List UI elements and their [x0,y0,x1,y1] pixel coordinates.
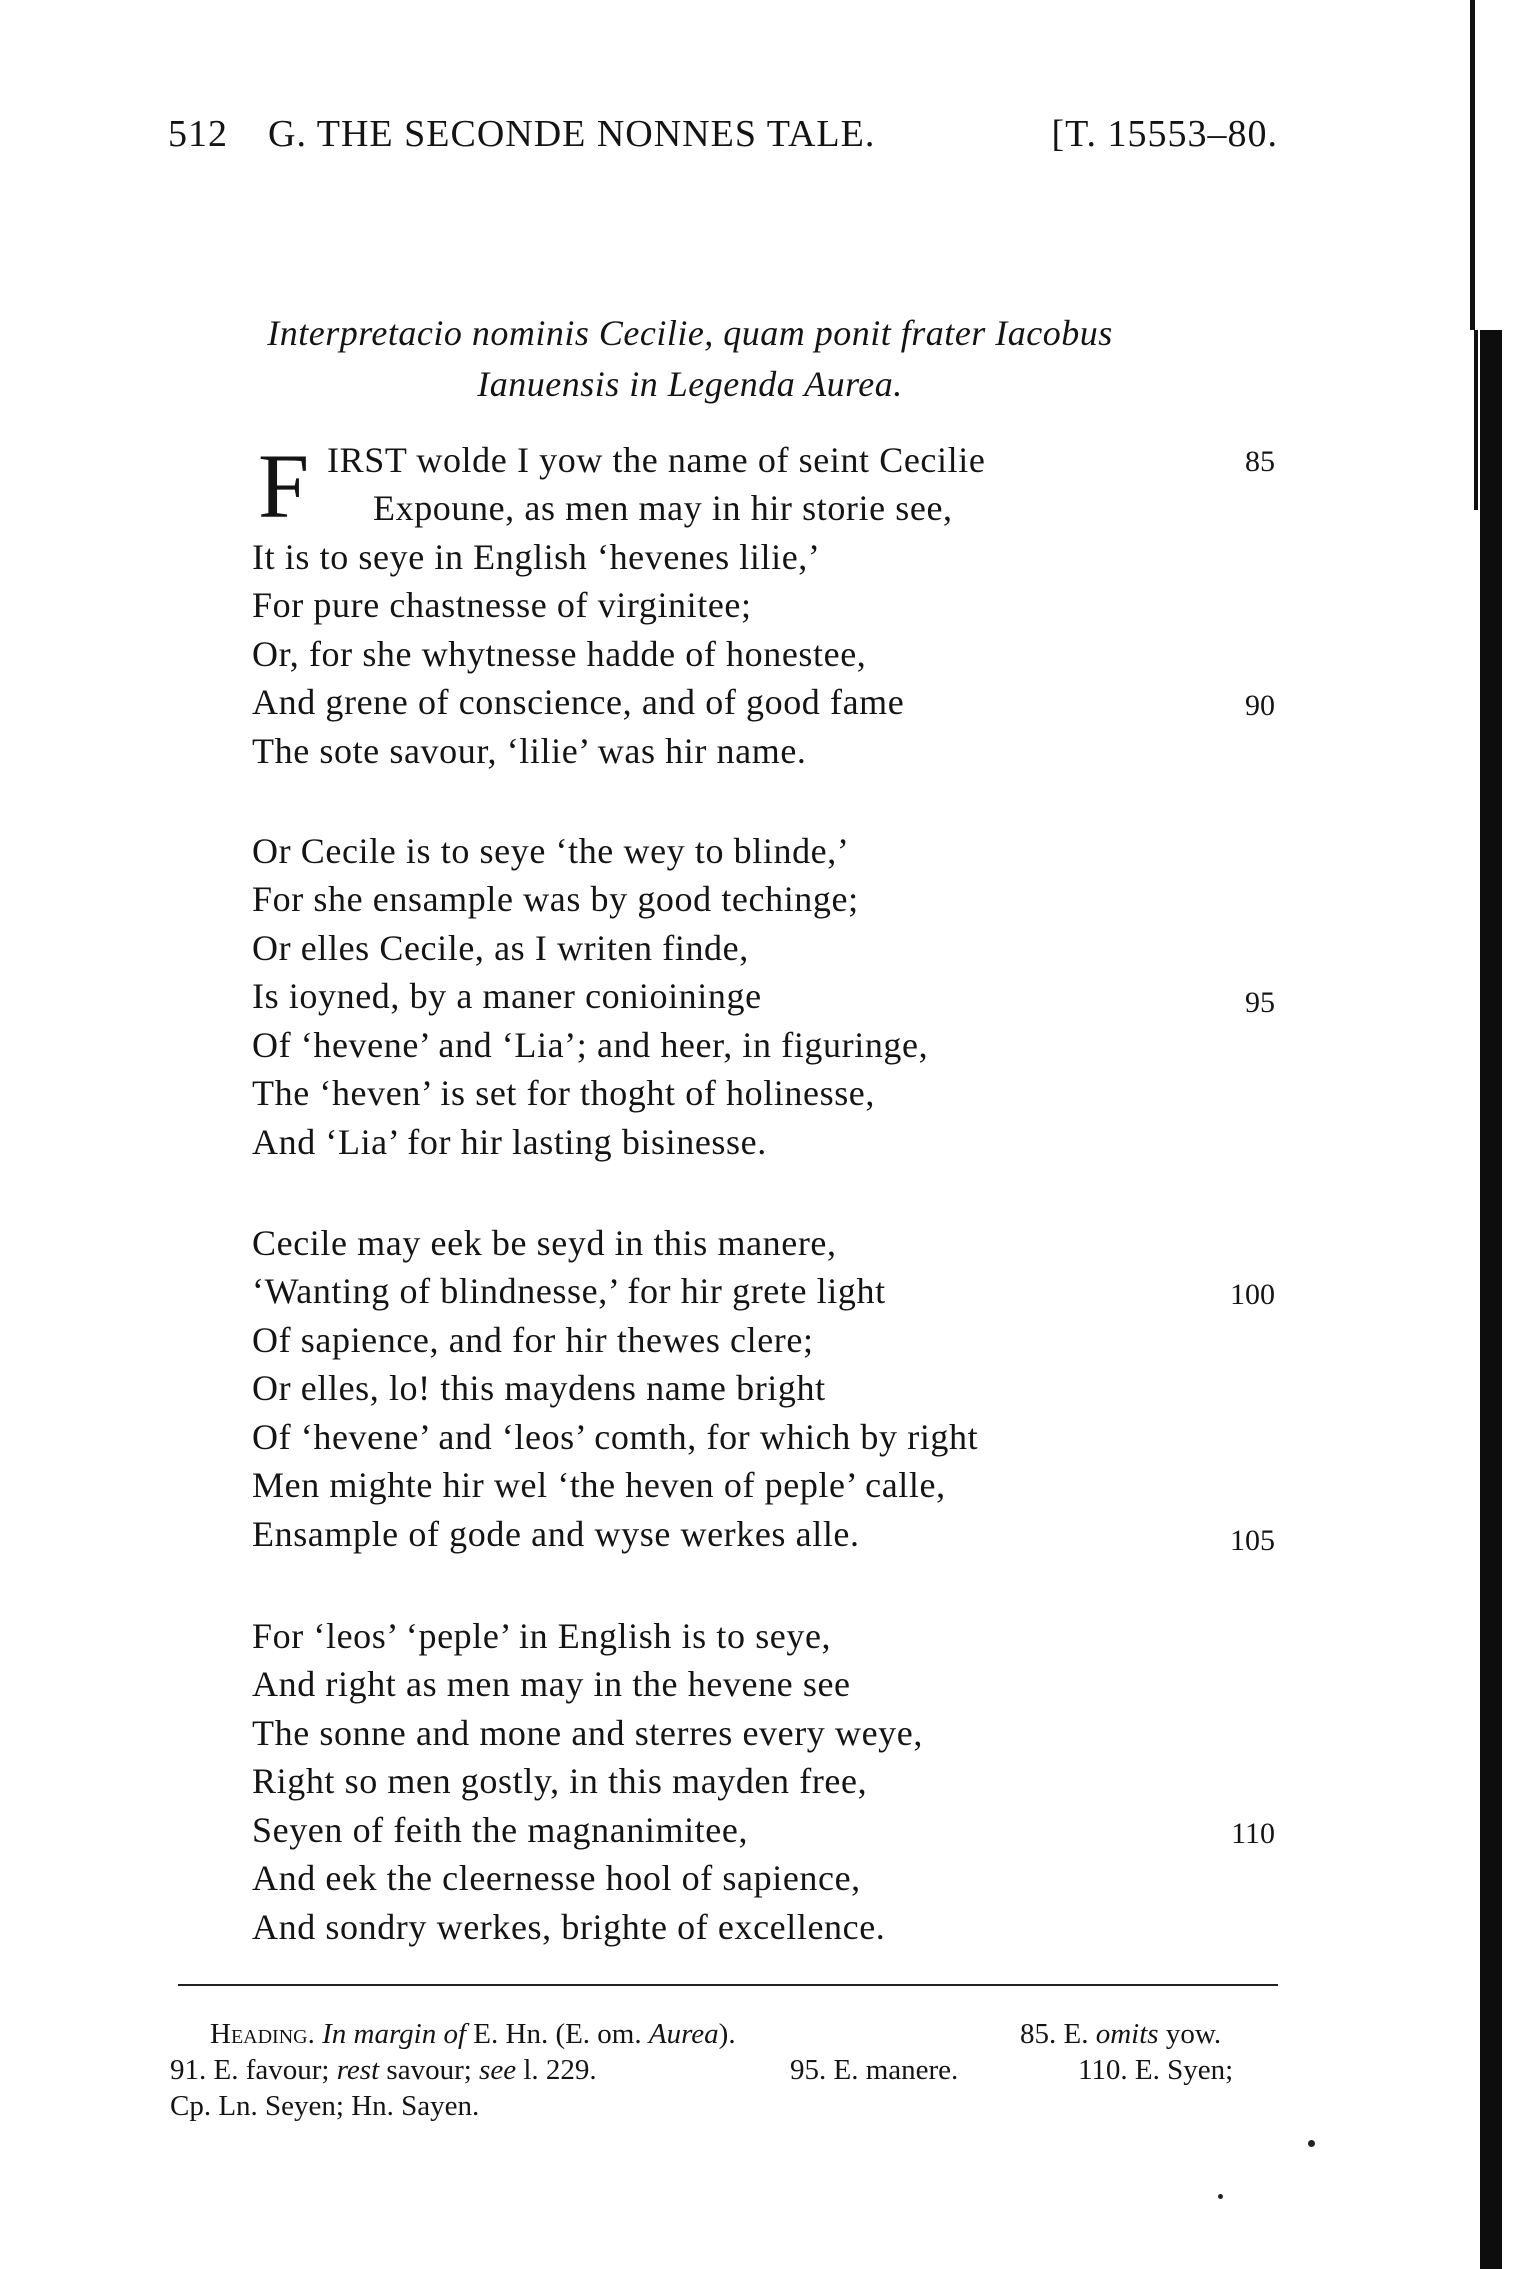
footnote-85-num: 85. E. [1020,2018,1089,2050]
line-number: 85 [1245,445,1275,478]
verse-line: Or Cecile is to seye ‘the wey to blinde,’ [252,831,850,871]
footnote-91-see: see [479,2054,517,2086]
footnote-85-word: yow. [1165,2018,1222,2050]
scan-speck [1308,2140,1315,2147]
verse-line: Cecile may eek be seyd in this manere, [252,1223,837,1263]
verse-line: Men mighte hir wel ‘the heven of peple’ calle, [252,1465,946,1505]
verse-line: Of ‘hevene’ and ‘leos’ comth, for which by right [252,1417,979,1457]
footnote-91-b: savour; [386,2054,472,2086]
line-range: [T. 15553–80. [1051,113,1278,155]
scan-edge-shadow [1480,330,1502,2269]
footnote-heading-close: ). [718,2018,736,2050]
drop-cap: F [258,435,310,537]
verse-line: The sote savour, ‘lilie’ was hir name. [252,731,807,771]
verse-line: And ‘Lia’ for hir lasting bisinesse. [252,1122,767,1162]
verse-line: Is ioyned, by a maner conioininge [252,976,762,1016]
footnote-95: 95. E. manere. [790,2054,959,2086]
footnote-heading-label: Heading. [210,2018,315,2050]
section-heading-line-1: Interpretacio nominis Cecilie, quam ponit frater Iacobus [267,313,1113,353]
line-number: 110 [1231,1817,1275,1850]
footnote-91-c: l. 229. [523,2054,597,2086]
verse-line: It is to seye in English ‘hevenes lilie,’ [252,537,821,577]
verse-line: And grene of conscience, and of good fame [252,682,905,722]
verse-line: Expoune, as men may in hir storie see, [373,488,953,528]
verse-line: For pure chastnesse of virginitee; [252,585,752,625]
footnote-91-rest: rest [336,2054,380,2086]
line-number: 90 [1245,689,1275,722]
scan-edge-shadow [1470,0,1475,330]
running-header [168,112,1278,162]
footnote-91-a: 91. E. favour; [170,2054,330,2086]
verse-line: And sondry werkes, brighte of excellence. [252,1907,886,1947]
verse-line: For she ensample was by good techinge; [252,879,859,919]
footnote-85-omits: omits [1095,2018,1159,2050]
footnote-aurea: Aurea [648,2018,719,2050]
verse-line: Or elles, lo! this maydens name bright [252,1368,826,1408]
footnote-110: 110. E. Syen; [1078,2054,1234,2086]
verse-line: The sonne and mone and sterres every weye, [252,1713,923,1753]
verse-line: Seyen of feith the magnanimitee, [252,1810,749,1850]
verse-line: Ensample of gode and wyse werkes alle. [252,1514,860,1554]
footnote-in-margin: In margin of [322,2018,467,2050]
verse-line: And right as men may in the hevene see [252,1664,851,1704]
footnote-rule [178,1984,1278,1986]
verse-line: Or elles Cecile, as I writen finde, [252,928,749,968]
verse-line: Right so men gostly, in this mayden free, [252,1761,868,1801]
line-number: 100 [1230,1278,1275,1311]
verse-line: For ‘leos’ ‘peple’ in English is to seye, [252,1616,832,1656]
verse-line: And eek the cleernesse hool of sapience, [252,1858,861,1898]
verse-line: IRST wolde I yow the name of seint Cecilie [327,440,986,480]
section-heading-line-2: Ianuensis in Legenda Aurea. [477,364,903,404]
scan-edge-shadow [1474,330,1478,510]
footnote-85 [1020,2016,1221,2052]
line-number: 95 [1245,986,1275,1019]
verse-line: The ‘heven’ is set for thoght of holinesse, [252,1073,875,1113]
verse-line: Of ‘hevene’ and ‘Lia’; and heer, in figuringe, [252,1025,929,1065]
verse-line: Of sapience, and for hir thewes clere; [252,1320,814,1360]
scan-speck [1218,2194,1223,2199]
page-number: 512 [168,113,228,155]
footnote-110-continued: Cp. Ln. Seyen; Hn. Sayen. [170,2090,480,2122]
footnote-heading-rest: E. Hn. (E. om. [473,2018,642,2050]
running-title: G. THE SECONDE NONNES TALE. [268,113,876,155]
footnote-91 [170,2052,597,2088]
verse-line: Or, for she whytnesse hadde of honestee, [252,634,867,674]
line-number: 105 [1230,1524,1275,1557]
footnote-heading [210,2016,736,2052]
verse-line: ‘Wanting of blindnesse,’ for hir grete light [252,1271,886,1311]
